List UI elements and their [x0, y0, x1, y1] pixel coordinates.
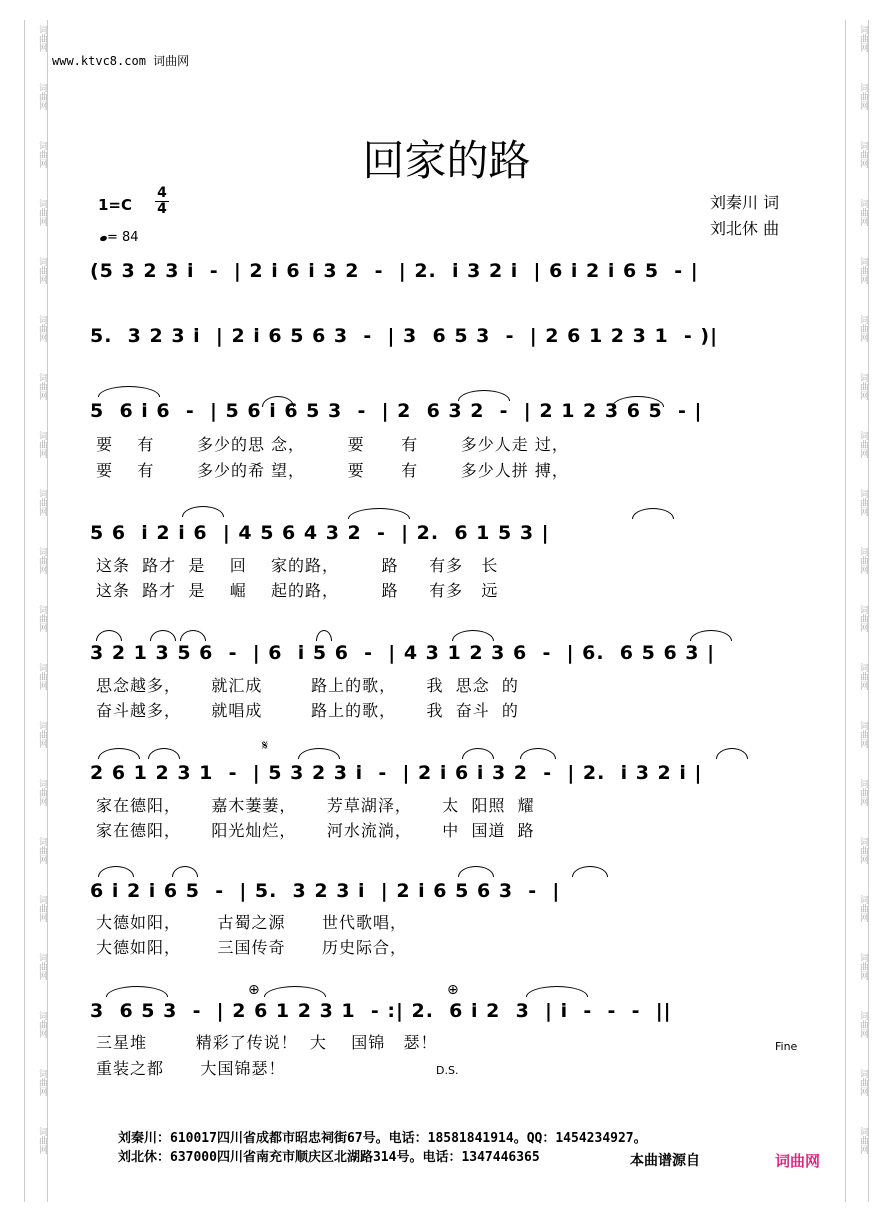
slur-mark: [348, 508, 410, 519]
watermark-text: 词曲网: [858, 953, 868, 980]
lyric-line: 大德如阳， 三国传奇 历史际合，: [96, 938, 408, 957]
watermark-text: 词曲网: [37, 837, 47, 864]
slur-mark: [612, 396, 664, 407]
watermark-text: 词曲网: [858, 895, 868, 922]
time-signature-top: 4: [155, 186, 169, 202]
watermark-text: 词曲网: [858, 257, 868, 284]
slur-mark: [316, 630, 332, 641]
watermark-text: 词曲网: [858, 431, 868, 458]
slur-mark: [520, 748, 556, 759]
watermark-text: 词曲网: [37, 373, 47, 400]
watermark-strip-left: [24, 20, 48, 1202]
watermark-text: 词曲网: [858, 663, 868, 690]
composer-credit: 刘北休 曲: [710, 219, 780, 238]
watermark-text: 词曲网: [858, 605, 868, 632]
music-row: 3 2 1 3 5 6 - | 6 i 5 6 - | 4 3 1 2 3 6 - | 6. 6 5 6 3 |: [90, 642, 716, 664]
ds-marking: D.S.: [436, 1064, 459, 1077]
lyric-line: 这条 路才 是 崛 起的路， 路 有多 远: [96, 581, 499, 600]
slur-mark: [572, 866, 608, 877]
lyric-line: 这条 路才 是 回 家的路， 路 有多 长: [96, 556, 499, 575]
slur-mark: [172, 866, 198, 877]
slur-mark: [458, 866, 494, 877]
slur-mark: [98, 748, 140, 759]
slur-mark: [106, 986, 168, 997]
music-row: 2 6 1 2 3 1 - | 5 3 2 3 i - | 2 i 6 i 3 2 - | 2. i 3 2 i |: [90, 762, 703, 784]
slur-mark: [716, 748, 748, 759]
lyric-line: 重装之都 大国锦瑟！: [96, 1059, 286, 1078]
watermark-text: 词曲网: [37, 199, 47, 226]
slur-mark: [632, 508, 674, 519]
watermark-text: 词曲网: [37, 895, 47, 922]
slur-mark: [150, 630, 176, 641]
lyric-line: 家在德阳， 阳光灿烂， 河水流淌， 中 国道 路: [96, 821, 535, 840]
watermark-text: 词曲网: [37, 1011, 47, 1038]
fine-marking: Fine: [775, 1040, 798, 1053]
watermark-text: 词曲网: [858, 721, 868, 748]
tempo-value: = 84: [107, 230, 139, 245]
time-signature-bottom: 4: [157, 201, 167, 217]
watermark-text: 词曲网: [37, 257, 47, 284]
slur-mark: [96, 630, 122, 641]
music-row: 5 6 i 2 i 6 | 4 5 6 4 3 2 - | 2. 6 1 5 3 |: [90, 522, 550, 544]
footer-contact-lyricist: 刘秦川：610017四川省成都市昭忠祠街67号。电话：18581841914。QQ：1454234927。: [118, 1131, 647, 1146]
coda-icon: ⊕: [248, 982, 260, 998]
watermark-text: 词曲网: [37, 141, 47, 168]
lyric-line: 家在德阳， 嘉木萋萋， 芳草湖泽， 太 阳照 耀: [96, 796, 535, 815]
watermark-text: 词曲网: [858, 1127, 868, 1154]
slur-mark: [298, 748, 340, 759]
slur-mark: [452, 630, 494, 641]
watermark-text: 词曲网: [37, 605, 47, 632]
brand-logo[interactable]: 词曲网: [775, 1152, 821, 1170]
watermark-text: 词曲网: [37, 315, 47, 342]
watermark-text: 词曲网: [858, 315, 868, 342]
site-url[interactable]: www.ktvc8.com 词曲网: [52, 54, 190, 68]
lyricist-credit: 刘秦川 词: [710, 193, 780, 212]
slur-mark: [526, 986, 588, 997]
music-row: 5 6 i 6 - | 5 6 i 6 5 3 - | 2 6 3 2 - | 2 1 2 3 6 5 - |: [90, 400, 703, 422]
watermark-text: 词曲网: [37, 489, 47, 516]
slur-mark: [262, 396, 294, 407]
slur-mark: [182, 506, 224, 517]
watermark-text: 词曲网: [37, 721, 47, 748]
coda-icon: ⊕: [447, 982, 459, 998]
segno-icon: 𝄋: [262, 738, 269, 754]
slur-mark: [690, 630, 732, 641]
lyric-line: 要 有 多少的思 念， 要 有 多少人走 过，: [96, 435, 569, 454]
song-title: 回家的路: [362, 136, 531, 185]
slur-mark: [148, 748, 180, 759]
lyric-line: 思念越多， 就汇成 路上的歌， 我 思念 的: [96, 676, 519, 695]
music-row: (5 3 2 3 i - | 2 i 6 i 3 2 - | 2. i 3 2 i | 6 i 2 i 6 5 - |: [90, 260, 699, 282]
watermark-text: 词曲网: [37, 547, 47, 574]
watermark-text: 词曲网: [37, 1127, 47, 1154]
watermark-strip-right: [845, 20, 869, 1202]
watermark-text: 词曲网: [858, 373, 868, 400]
slur-mark: [98, 386, 160, 397]
watermark-text: 词曲网: [37, 431, 47, 458]
time-signature: [155, 186, 169, 217]
watermark-text: 词曲网: [858, 25, 868, 52]
music-row: 6 i 2 i 6 5 - | 5. 3 2 3 i | 2 i 6 5 6 3 - |: [90, 880, 561, 902]
lyric-line: 奋斗越多， 就唱成 路上的歌， 我 奋斗 的: [96, 701, 519, 720]
watermark-text: 词曲网: [858, 1011, 868, 1038]
slur-mark: [462, 748, 494, 759]
watermark-text: 词曲网: [37, 779, 47, 806]
source-label: 本曲谱源自: [630, 1153, 700, 1169]
tempo-marking: [100, 230, 139, 245]
watermark-text: 词曲网: [37, 1069, 47, 1096]
watermark-text: 词曲网: [858, 199, 868, 226]
music-row: 5. 3 2 3 i | 2 i 6 5 6 3 - | 3 6 5 3 - | 2 6 1 2 3 1 - )|: [90, 325, 719, 347]
watermark-text: 词曲网: [858, 1069, 868, 1096]
watermark-text: 词曲网: [858, 489, 868, 516]
watermark-text: 词曲网: [37, 83, 47, 110]
watermark-text: 词曲网: [858, 547, 868, 574]
watermark-text: 词曲网: [858, 837, 868, 864]
lyric-line: 大德如阳， 古蜀之源 世代歌唱，: [96, 913, 408, 932]
watermark-text: 词曲网: [37, 25, 47, 52]
music-row: 3 6 5 3 - | 2 6 1 2 3 1 - :| 2. 6 i 2 3 | i - - - ||: [90, 1000, 672, 1022]
slur-mark: [98, 866, 134, 877]
slur-mark: [180, 630, 206, 641]
slur-mark: [264, 986, 326, 997]
footer-contact-composer: 刘北休：637000四川省南充市顺庆区北湖路314号。电话：1347446365: [118, 1150, 540, 1165]
key-signature: 1=C: [98, 196, 133, 214]
watermark-text: 词曲网: [858, 141, 868, 168]
lyric-line: 三星堆 精彩了传说！ 大 国锦 瑟！: [96, 1033, 438, 1052]
watermark-text: 词曲网: [37, 953, 47, 980]
watermark-text: 词曲网: [858, 779, 868, 806]
watermark-text: 词曲网: [37, 663, 47, 690]
slur-mark: [458, 390, 510, 401]
lyric-line: 要 有 多少的希 望， 要 有 多少人拼 搏，: [96, 461, 569, 480]
watermark-text: 词曲网: [858, 83, 868, 110]
